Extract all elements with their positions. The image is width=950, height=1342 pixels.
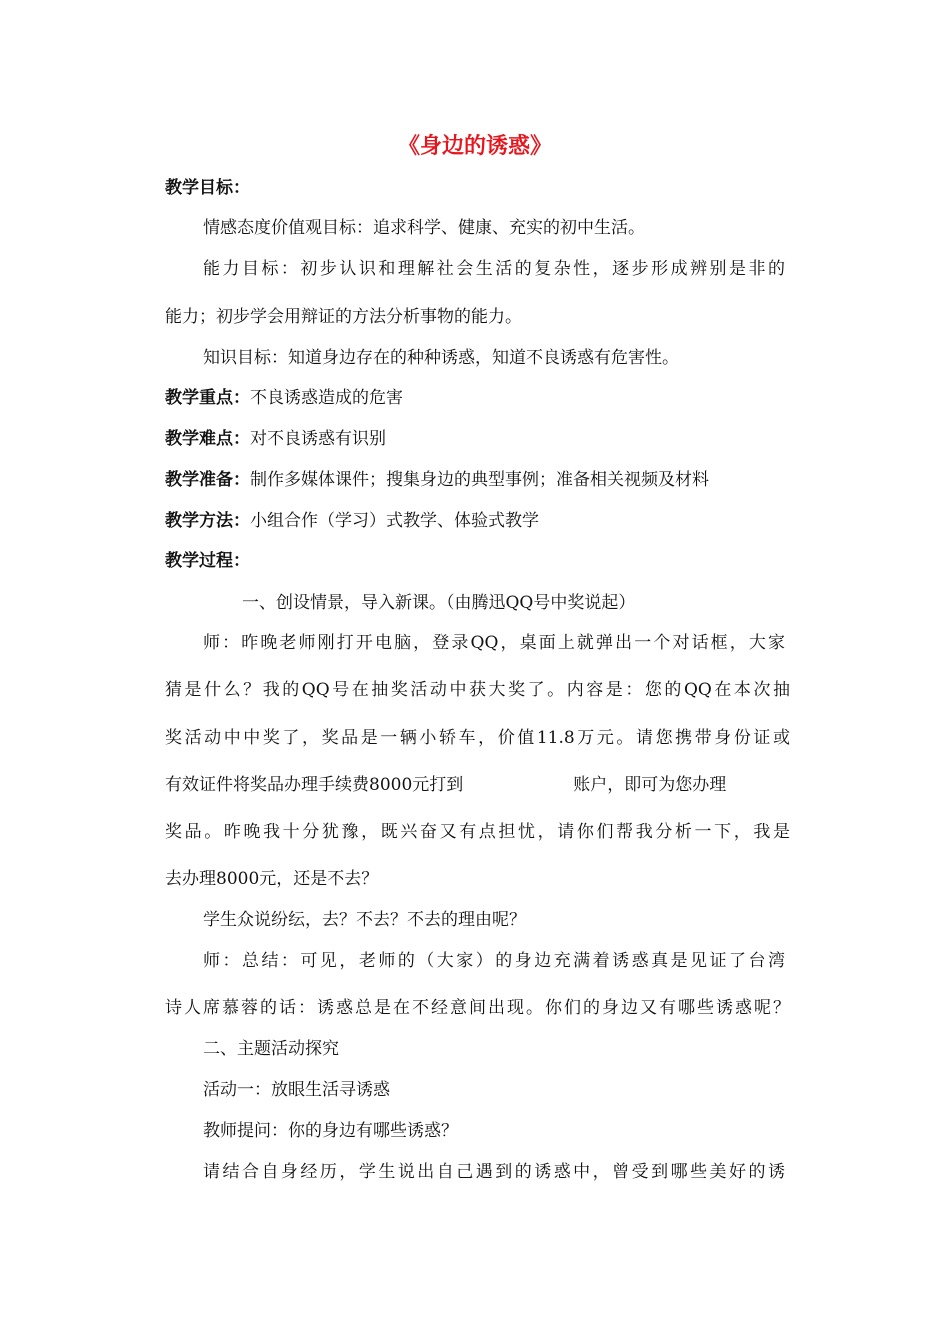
method-value: 小组合作（学习）式教学、体验式教学 [250, 511, 539, 531]
difficulty-label: 教学难点： [165, 429, 250, 449]
students-reply: 学生众说纷纭，去？不去？不去的理由呢？ [203, 910, 526, 930]
objectives-heading: 教学目标： [165, 178, 250, 198]
document-title: 《身边的诱惑》 [397, 133, 552, 159]
teacher-story-line-3: 奖活动中中奖了，奖品是一辆小轿车，价值11.8万元。请您携带身份证或 [165, 728, 790, 748]
teacher-story-line-6: 去办理8000元，还是不去？ [165, 869, 379, 889]
teacher-story-line-4-end: 账户，即可为您办理 [573, 775, 727, 795]
teacher-summary-line-1: 师：总结：可见，老师的（大家）的身边充满着诱惑真是见证了台湾 [203, 951, 785, 971]
process-heading: 教学过程： [165, 551, 250, 571]
difficulty-value: 对不良诱惑有识别 [250, 429, 386, 449]
preparation-row [165, 468, 790, 492]
teacher-story-line-4 [165, 773, 790, 797]
difficulty-row [165, 427, 790, 451]
key-point-label: 教学重点： [165, 388, 250, 408]
teacher-story-line-1: 师：昨晚老师刚打开电脑，登录QQ，桌面上就弹出一个对话框，大家 [203, 633, 785, 653]
objective-knowledge: 知识目标：知道身边存在的种种诱惑，知道不良诱惑有危害性。 [203, 348, 679, 368]
method-row [165, 509, 790, 533]
section2-title: 二、主题活动探究 [203, 1039, 339, 1059]
objective-ability-line-2: 能力；初步学会用辩证的方法分析事物的能力。 [165, 307, 522, 327]
last-paragraph-line: 请结合自身经历，学生说出自己遇到的诱惑中，曾受到哪些美好的诱 [203, 1162, 785, 1182]
teacher-question: 教师提问：你的身边有哪些诱惑？ [203, 1121, 458, 1141]
preparation-value: 制作多媒体课件；搜集身边的典型事例；准备相关视频及材料 [250, 470, 709, 490]
activity1-title: 活动一：放眼生活寻诱惑 [203, 1080, 390, 1100]
teacher-summary-line-2: 诗人席慕蓉的话：诱惑总是在不经意间出现。你们的身边又有哪些诱惑呢？ [165, 998, 790, 1018]
objective-emotion: 情感态度价值观目标：追求科学、健康、充实的初中生活。 [203, 218, 645, 238]
key-point-row [165, 386, 790, 410]
preparation-label: 教学准备： [165, 470, 250, 490]
objective-ability-line-1: 能力目标：初步认识和理解社会生活的复杂性，逐步形成辨别是非的 [203, 259, 785, 279]
teacher-story-line-2: 猜是什么？我的QQ号在抽奖活动中获大奖了。内容是：您的QQ在本次抽 [165, 680, 790, 700]
key-point-value: 不良诱惑造成的危害 [250, 388, 403, 408]
teacher-story-line-5: 奖品。昨晚我十分犹豫，既兴奋又有点担忧，请你们帮我分析一下，我是 [165, 822, 790, 842]
method-label: 教学方法： [165, 511, 250, 531]
teacher-story-line-4-start: 有效证件将奖品办理手续费8000元打到 [165, 775, 464, 795]
section1-title: 一、创设情景，导入新课。（由腾迅QQ号中奖说起） [242, 593, 636, 613]
